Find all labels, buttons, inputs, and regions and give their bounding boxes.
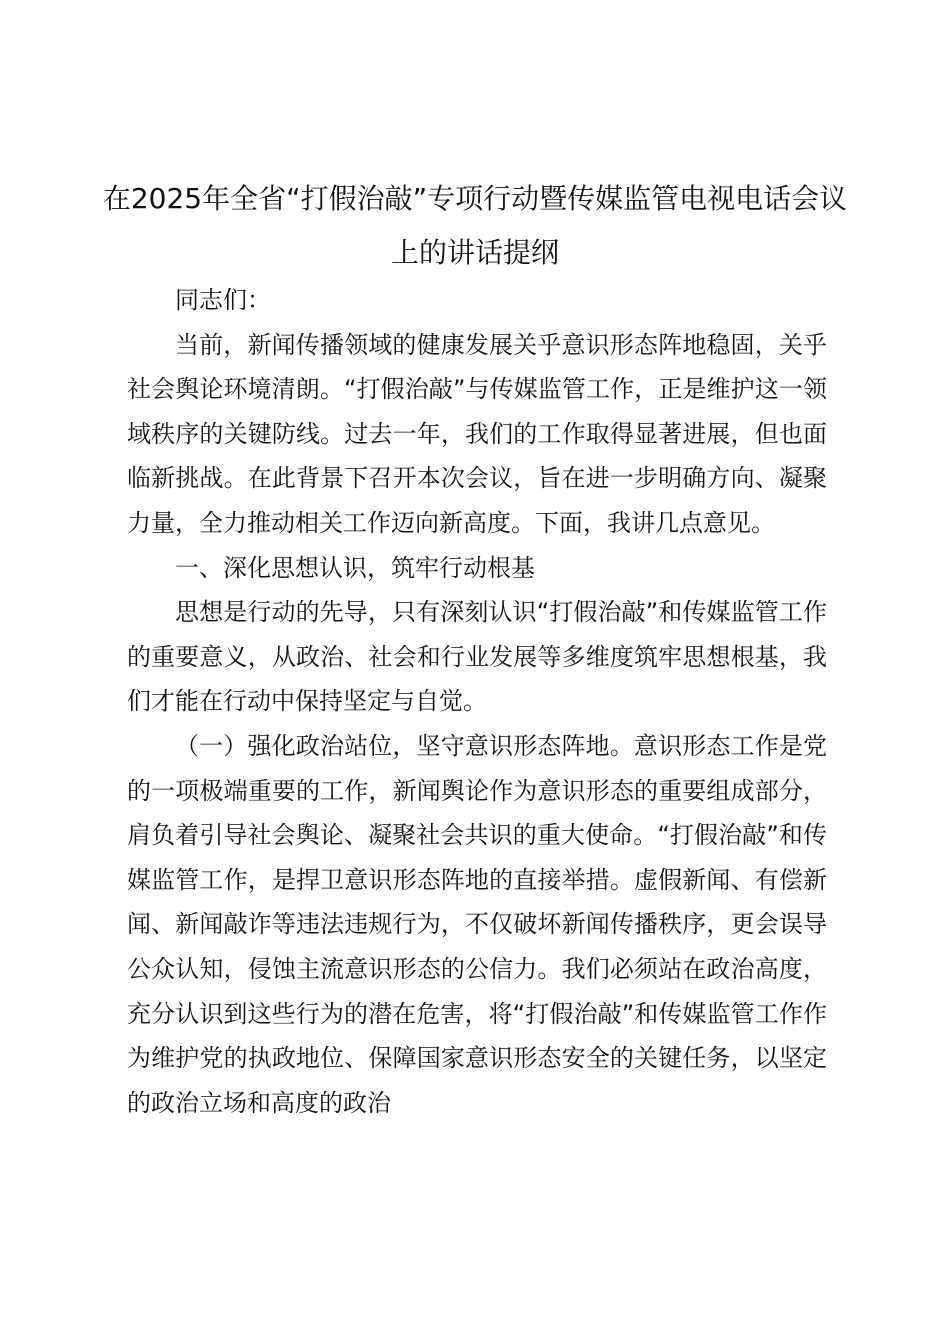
paragraph-subsection-1: （一）强化政治站位，坚守意识形态阵地。意识形态工作是党的一项极端重要的工作，新闻舆论作为意识形态的重要组成部分，肩负着引导社会舆论、凝聚社会共识的重大使命。“打假治敲”和传媒监管工作，是捍卫意识形态阵地的直接举措。虚假新闻、有偿新闻、新闻敲诈等违法违规行为，不仅破坏新闻传播秩序，更会误导公众认知，侵蚀主流意识形态的公信力。我们必须站在政治高度，充分认识到这些行为的潜在危害，将“打假治敲”和传媒监管工作作为维护党的执政地位、保障国家意识形态安全的关键任务，以坚定的政治立场和高度的政治 (127, 731, 827, 1117)
salutation: 同志们： (175, 286, 271, 314)
document-title: 在2025年全省“打假治敲”专项行动暨传媒监管电视电话会议上的讲话提纲 (102, 182, 848, 269)
paragraph-section-1: 思想是行动的先导，只有深刻认识“打假治敲”和传媒监管工作的重要意义，从政治、社会和行业发展等多维度筑牢思想根基，我们才能在行动中保持坚定与自觉。 (127, 598, 827, 716)
section-heading-1: 一、深化思想认识，筑牢行动根基 (175, 553, 535, 582)
paragraph-intro: 当前，新闻传播领域的健康发展关乎意识形态阵地稳固，关乎社会舆论环境清朗。“打假治敲”与传媒监管工作，正是维护这一领域秩序的关键防线。过去一年，我们的工作取得显著进展，但也面临新挑战。在此背景下召开本次会议，旨在进一步明确方向、凝聚力量，全力推动相关工作迈向新高度。下面，我讲几点意见。 (127, 330, 827, 537)
document-body (127, 278, 827, 1125)
